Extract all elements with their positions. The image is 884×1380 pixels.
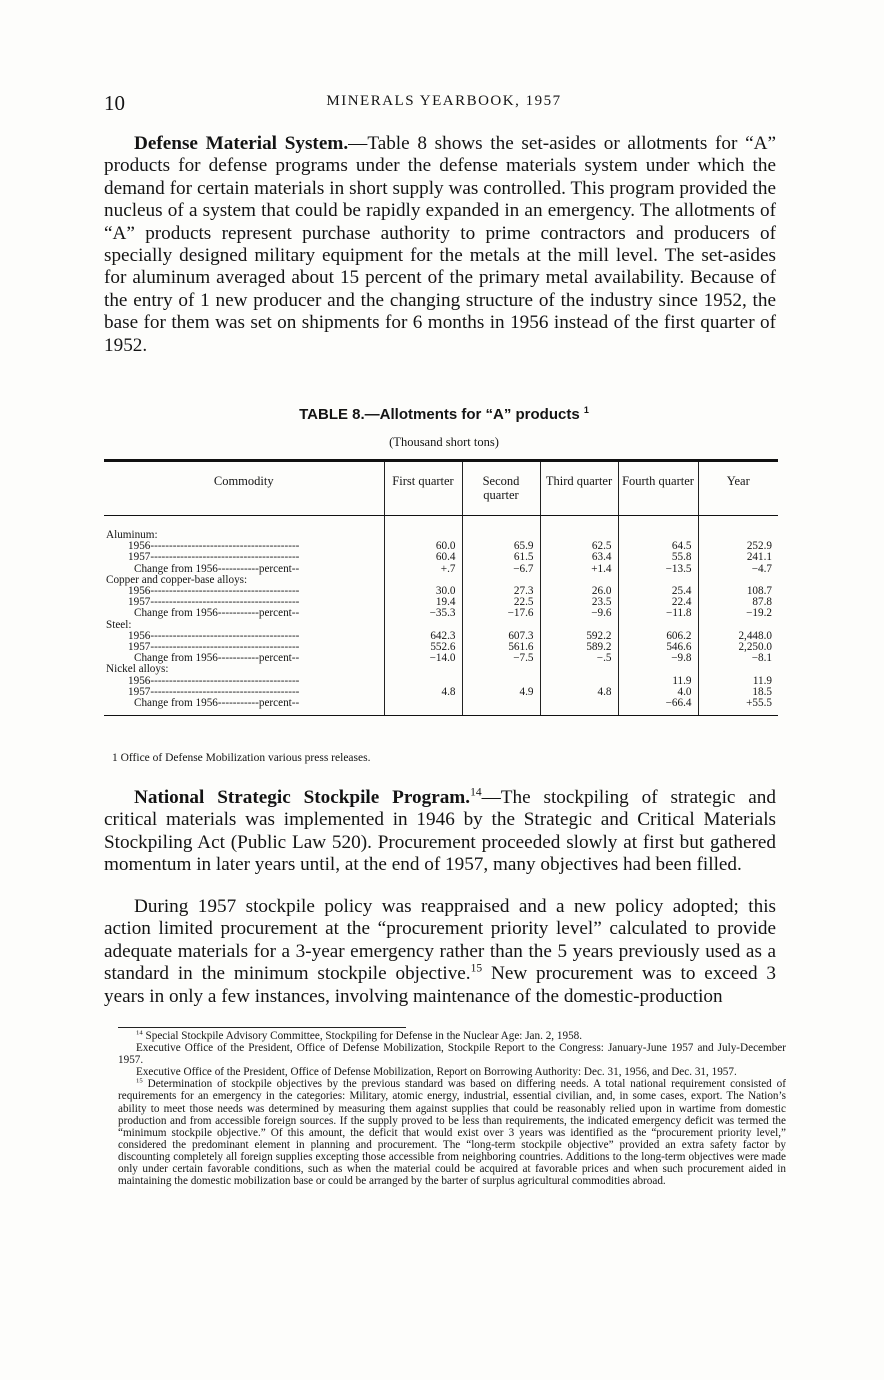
table-cell: 642.3 xyxy=(384,631,462,642)
leader-dots: -- xyxy=(291,607,300,620)
table-cell: −9.6 xyxy=(540,608,618,619)
table-cell: +1.4 xyxy=(540,564,618,575)
table-cell: 62.5 xyxy=(540,541,618,552)
row-label-text: Change from 1956 xyxy=(134,562,218,575)
table-cell xyxy=(384,664,462,675)
table-row xyxy=(104,698,778,716)
paragraph-heading: Defense Material System. xyxy=(134,133,349,154)
row-label-text: Change from 1956 xyxy=(134,607,218,620)
table-cell: 11.9 xyxy=(698,676,778,687)
table-cell: 592.2 xyxy=(540,631,618,642)
table-cell: 561.6 xyxy=(462,642,540,653)
table-cell: 60.0 xyxy=(384,541,462,552)
column-header: Commodity xyxy=(104,461,384,516)
footnote-ref: 1 xyxy=(583,405,589,415)
table-cell: 241.1 xyxy=(698,552,778,563)
leader-dots: ---------------------------------------- xyxy=(150,641,300,654)
column-header: Third quarter xyxy=(540,461,618,516)
table-cell: +55.5 xyxy=(698,698,778,716)
column-header: Fourth quarter xyxy=(618,461,698,516)
table-cell: 546.6 xyxy=(618,642,698,653)
table-cell: −11.8 xyxy=(618,608,698,619)
leader-dots: ---------------------------------------- xyxy=(150,540,300,553)
table-cell xyxy=(384,698,462,716)
table-cell: −17.6 xyxy=(462,608,540,619)
footnote-ref: 15 xyxy=(136,1077,143,1085)
column-header: First quarter xyxy=(384,461,462,516)
footnote-ref: 15 xyxy=(470,962,483,975)
row-label xyxy=(104,698,384,716)
table-cell: 607.3 xyxy=(462,631,540,642)
table-cell: 87.8 xyxy=(698,597,778,608)
row-label-text: Change from 1956 xyxy=(134,697,218,710)
table-cell: −.5 xyxy=(540,653,618,664)
table-cell: 55.8 xyxy=(618,552,698,563)
column-header: Second quarter xyxy=(462,461,540,516)
table-cell: 23.5 xyxy=(540,597,618,608)
table-footnote: 1 Office of Defense Mobilization various press releases. xyxy=(112,752,371,764)
paragraph-text: —Table 8 shows the set-asides or allotments for “A” products for defense programs under the defense materials system under which the demand for certain materials in short supply was controlled. This program provided the nucleus of a system that could be rapidly expanded in an emergency. The allotments of “A” products represent purchase authority to prime contractors and producers of specially designed military equipment for the metals at the mill level. The set-asides for aluminum averaged about 15 percent of the primary metal availability. Because of the entry of 1 new producer and the changing structure of the industry since 1952, the base for them was set on shipments for 6 months in 1956 instead of the first quarter of 1952. xyxy=(104,133,776,356)
table-cell xyxy=(104,516,384,531)
leader-dots: -- xyxy=(291,562,300,575)
table-cell: +.7 xyxy=(384,564,462,575)
table-cell xyxy=(462,516,540,531)
table-cell: 63.4 xyxy=(540,552,618,563)
table-cell: 4.8 xyxy=(540,687,618,698)
table-cell xyxy=(698,516,778,531)
row-label-text: 1957 xyxy=(128,685,151,698)
table-cell: 589.2 xyxy=(540,642,618,653)
table-body xyxy=(104,516,778,716)
footnote-14 xyxy=(118,1030,786,1042)
paragraph-text: —The stockpiling of strategic and critical materials was implemented in 1946 by the Strategic and Critical Materials Stockpiling Act (Public Law 520). Procurement proceeded slowly at first but gathered momentum in later years until, at the end of 1957, many objectives had been filled. xyxy=(104,787,776,876)
row-label-suffix: percent xyxy=(258,562,292,575)
table-cell xyxy=(462,698,540,716)
row-label-suffix: percent xyxy=(258,697,292,710)
table-cell: 60.4 xyxy=(384,552,462,563)
row-label-text: 1956 xyxy=(128,540,151,553)
leader-dots: ----------- xyxy=(217,562,259,575)
footnote-text: Determination of stockpile objectives by the previous standard was based on differing needs. A total national requirement consisted of requirements for an emergency in the categories: Military, atomic energy, industrial, essential civilian, and, in some cases, export. The Nation’s ability to meet those needs was determined by measuring them against supplies that could be reasonably relied upon in wartime from domestic production and from accessible foreign sources. If the supply proved to be less than requirements, the indicated emergency deficit was termed the “minimum stockpile objective.” Of this amount, the deficit that would exist over 3 years was identified as the “procurement priority level,” considered the predominant element in planning and procurement. The “long-term stockpile objective” provided an extra safety factor by discounting completely all foreign supplies excepting those accessible from neighboring countries. Additions to the long-term objectives were made only under certain favorable conditions, such as when the material could be acquired at favorable prices and when such procurement aided in maintaining the domestic mobilization base or could be arranged by the barter of surplus agricultural commodities abroad. xyxy=(118,1078,786,1188)
leader-dots: ---------------------------------------- xyxy=(150,596,300,609)
row-label-suffix: percent xyxy=(258,652,292,665)
table-caption xyxy=(104,406,784,423)
leader-dots: ---------------------------------------- xyxy=(150,674,300,687)
table-cell: 2,448.0 xyxy=(698,631,778,642)
table-cell: 2,250.0 xyxy=(698,642,778,653)
page-number: 10 xyxy=(104,91,125,115)
footnote-14-continued: Executive Office of the President, Office of Defense Mobilization, Stockpile Report to the Congress: January-June 1957 and July-December 1957. xyxy=(118,1042,786,1067)
row-label-suffix: percent xyxy=(258,607,292,620)
row-label-text: Aluminum: xyxy=(106,529,158,541)
table-cell: 25.4 xyxy=(618,586,698,597)
row-label-text: Copper and copper-base alloys: xyxy=(106,573,248,586)
leader-dots: ---------------------------------------- xyxy=(150,629,300,642)
footnote-text: Special Stockpile Advisory Committee, Stockpiling for Defense in the Nuclear Age: Jan. 2, 1958. xyxy=(142,1030,583,1042)
table-cell xyxy=(698,664,778,675)
table-cell xyxy=(384,516,462,531)
table-cell: −8.1 xyxy=(698,653,778,664)
leader-dots: -- xyxy=(291,697,300,710)
table-cell xyxy=(618,664,698,675)
table-cell: 22.4 xyxy=(618,597,698,608)
table-cell: 22.5 xyxy=(462,597,540,608)
column-header: Year xyxy=(698,461,778,516)
table-row xyxy=(104,608,778,619)
row-label-text: Change from 1956 xyxy=(134,652,218,665)
paragraph-heading: National Strategic Stockpile Program. xyxy=(134,787,471,808)
table-cell xyxy=(540,516,618,531)
row-label-text: 1956 xyxy=(128,629,151,642)
table-cell: −66.4 xyxy=(618,698,698,716)
footnote-rule xyxy=(118,1027,406,1028)
running-title: MINERALS YEARBOOK, 1957 xyxy=(326,93,562,109)
leader-dots: ---------------------------------------- xyxy=(150,685,300,698)
row-label-text: Nickel alloys: xyxy=(106,663,169,676)
footnotes xyxy=(118,1030,786,1187)
row-label-text: Steel: xyxy=(106,618,132,631)
table-cell xyxy=(540,664,618,675)
stockpile-program-paragraph xyxy=(104,787,776,877)
paragraph-text: During 1957 stockpile policy was reappraised and a new policy adopted; this action limited procurement at the “procurement priority level” calculated to provide adequate materials for a 3-year emergency rather than the 5 years previously used as a standard in the minimum stockpile objective. xyxy=(104,896,776,985)
table-cell xyxy=(462,664,540,675)
row-label-text: 1957 xyxy=(128,551,151,564)
table-header-row xyxy=(104,461,778,516)
defense-material-paragraph xyxy=(104,133,776,357)
table-cell: 252.9 xyxy=(698,541,778,552)
table-subcaption: (Thousand short tons) xyxy=(389,435,499,449)
table-cell: 11.9 xyxy=(618,676,698,687)
table-cell: 552.6 xyxy=(384,642,462,653)
footnote-ref: 14 xyxy=(470,786,482,799)
leader-dots: ----------- xyxy=(217,652,259,665)
row-label-text: 1957 xyxy=(128,596,151,609)
table-row xyxy=(104,653,778,664)
table-cell: 64.5 xyxy=(618,541,698,552)
spacer-row xyxy=(104,516,778,531)
table-cell: 65.9 xyxy=(462,541,540,552)
table-cell: 30.0 xyxy=(384,586,462,597)
table-cell: −13.5 xyxy=(618,564,698,575)
table-cell: 27.3 xyxy=(462,586,540,597)
table-cell: 4.0 xyxy=(618,687,698,698)
row-label-text: 1957 xyxy=(128,641,151,654)
table-cell: −6.7 xyxy=(462,564,540,575)
stockpile-policy-paragraph xyxy=(104,896,776,1008)
allotments-table xyxy=(104,459,778,716)
row-label-text: 1956 xyxy=(128,674,151,687)
table-cell: 108.7 xyxy=(698,586,778,597)
table-cell xyxy=(540,698,618,716)
leader-dots: -- xyxy=(291,652,300,665)
leader-dots: ----------- xyxy=(217,697,259,710)
table-cell: −19.2 xyxy=(698,608,778,619)
running-head xyxy=(104,91,784,115)
table-caption-text: TABLE 8.—Allotments for “A” products xyxy=(299,406,580,423)
leader-dots: ----------- xyxy=(217,607,259,620)
row-label-text: 1956 xyxy=(128,585,151,598)
table-cell: 606.2 xyxy=(618,631,698,642)
table-cell xyxy=(618,516,698,531)
table-cell: 4.9 xyxy=(462,687,540,698)
table-cell: −14.0 xyxy=(384,653,462,664)
table-cell: 19.4 xyxy=(384,597,462,608)
table-cell: −35.3 xyxy=(384,608,462,619)
table-cell: −7.5 xyxy=(462,653,540,664)
table-cell: 4.8 xyxy=(384,687,462,698)
row-label xyxy=(104,608,384,619)
table-cell: −4.7 xyxy=(698,564,778,575)
table-cell: 18.5 xyxy=(698,687,778,698)
leader-dots: ---------------------------------------- xyxy=(150,551,300,564)
footnote-15 xyxy=(118,1078,786,1187)
footnote-14-continued: Executive Office of the President, Office of Defense Mobilization, Report on Borrowing Authority: Dec. 31, 1956, and Dec. 31, 1957. xyxy=(136,1066,737,1079)
leader-dots: ---------------------------------------- xyxy=(150,585,300,598)
paragraph-text: New procurement was to exceed 3 years in only a few instances, involving maintenance of the domestic-production xyxy=(104,963,776,1007)
footnote-ref: 14 xyxy=(136,1029,143,1037)
table-cell: 26.0 xyxy=(540,586,618,597)
table-cell: 61.5 xyxy=(462,552,540,563)
table-cell: −9.8 xyxy=(618,653,698,664)
